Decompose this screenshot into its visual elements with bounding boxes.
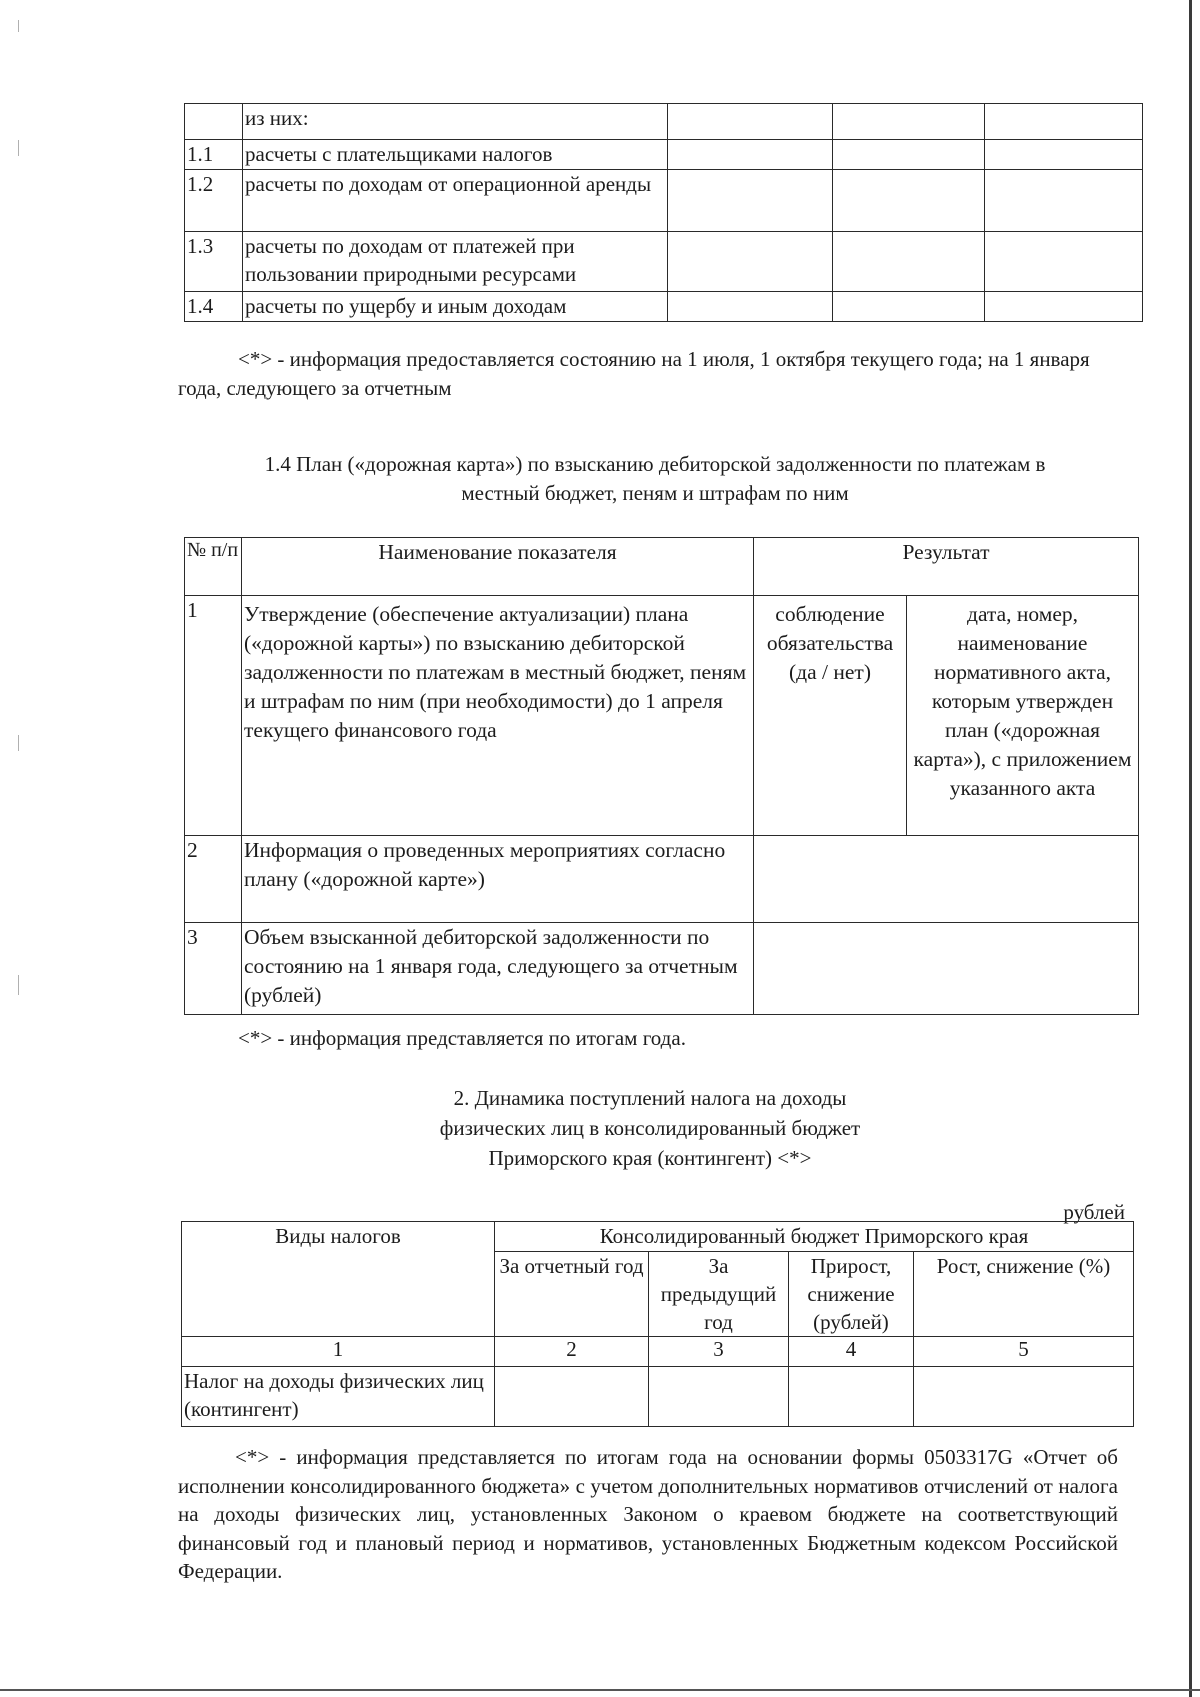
value-cell [985, 140, 1143, 170]
row-name: из них: [243, 104, 668, 140]
value-cell [985, 232, 1143, 292]
footnote-text: <*> - информация предоставляется состоянию на 1 июля, 1 октября текущего года; на 1 января года, следующего за отчетным [178, 347, 1090, 400]
income-tax-table [181, 1221, 1134, 1427]
header-growth-pct: Рост, снижение (%) [914, 1252, 1134, 1337]
footnote-text: <*> - информация представляется по итогам года на основании формы 0503317G «Отчет об исполнении консолидированного бюджета» с учетом дополнительных нормативов отчислений от налога на доходы физических лиц, установленных Законом о краевом бюджете на соответствующий финансовый год и плановый период и нормативов, установленных Бюджетным кодексом Российской Федерации. [178, 1445, 1118, 1583]
row-number: 1.2 [185, 170, 243, 232]
row-name: расчеты по доходам от платежей при пользовании природными ресурсами [243, 232, 668, 292]
table-row [185, 104, 1143, 140]
header-previous-year: За предыдущий год [649, 1252, 789, 1337]
value-cell [668, 140, 833, 170]
row-number: 1 [185, 596, 242, 836]
scan-artifact [18, 140, 19, 156]
row-name: расчеты по ущербу и иным доходам [243, 292, 668, 322]
scan-artifact [18, 735, 19, 751]
table-header-row [185, 538, 1139, 596]
result-compliance: соблюдение обязательства (да / нет) [754, 596, 907, 836]
value-cell [833, 232, 985, 292]
row-number: 2 [185, 836, 242, 923]
row-name: расчеты по доходам от операционной аренды [243, 170, 668, 232]
value-cell [668, 170, 833, 232]
header-growth-rub: Прирост, снижение (рублей) [789, 1252, 914, 1337]
table-header-row [182, 1222, 1134, 1252]
section-title-line: местный бюджет, пеням и штрафам по ним [461, 481, 849, 505]
value-cell [985, 104, 1143, 140]
row-number [185, 104, 243, 140]
value-cell [668, 104, 833, 140]
section-title-line: 2. Динамика поступлений налога на доходы [453, 1086, 847, 1110]
row-number: 1.3 [185, 232, 243, 292]
section-title-line: 1.4 План («дорожная карта») по взысканию дебиторской задолженности по платежам в [264, 452, 1046, 476]
row-name: Объем взысканной дебиторской задолженности по состоянию на 1 января года, следующего за отчетным (рублей) [242, 923, 754, 1015]
value-cell [833, 170, 985, 232]
table-row [185, 292, 1143, 322]
section-title-line: Приморского края (контингент) <*> [488, 1146, 812, 1170]
header-result: Результат [754, 538, 1139, 596]
header-number: № п/п [185, 538, 242, 596]
footnote-year-results [238, 1024, 1118, 1053]
result-cell [754, 836, 1139, 923]
row-name: Утверждение (обеспечение актуализации) плана («дорожной карты») по взысканию дебиторской задолженности по платежам в местный бюджет, пеням и штрафам по ним (при необходимости) до 1 апреля текущего финансового года [242, 596, 754, 836]
section-title-line: физических лиц в консолидированный бюджет [439, 1116, 861, 1140]
scan-bottom-edge [0, 1689, 1200, 1691]
table-row [185, 836, 1139, 923]
value-cell [668, 232, 833, 292]
column-number: 2 [495, 1337, 649, 1367]
row-name: расчеты с плательщиками налогов [243, 140, 668, 170]
value-cell [914, 1367, 1134, 1427]
row-number: 1.1 [185, 140, 243, 170]
roadmap-table [184, 537, 1139, 1015]
header-tax-types: Виды налогов [182, 1222, 495, 1337]
column-number: 1 [182, 1337, 495, 1367]
unit-text: рублей [1063, 1200, 1125, 1224]
value-cell [833, 104, 985, 140]
result-normative-act: дата, номер, наименование нормативного акта, которым утвержден план («дорожная карта»), с приложением указанного акта [907, 596, 1139, 836]
scan-page-edge [1189, 0, 1192, 1697]
row-number: 3 [185, 923, 242, 1015]
table-row [185, 170, 1143, 232]
table-row [185, 596, 1139, 836]
column-number: 3 [649, 1337, 789, 1367]
value-cell [668, 292, 833, 322]
scan-artifact [18, 20, 19, 32]
row-name: Налог на доходы физических лиц (контингент) [182, 1367, 495, 1427]
value-cell [985, 170, 1143, 232]
value-cell [789, 1367, 914, 1427]
value-cell [833, 292, 985, 322]
row-name: Информация о проведенных мероприятиях согласно плану («дорожной карте») [242, 836, 754, 923]
row-number: 1.4 [185, 292, 243, 322]
table-row [182, 1367, 1134, 1427]
value-cell [495, 1367, 649, 1427]
header-reporting-year: За отчетный год [495, 1252, 649, 1337]
footnote-text: <*> - информация представляется по итогам года. [238, 1026, 686, 1050]
column-number-row [182, 1337, 1134, 1367]
value-cell [833, 140, 985, 170]
table-row [185, 140, 1143, 170]
footnote-reporting-dates [178, 345, 1126, 403]
section-2-title [250, 1083, 1050, 1173]
header-consolidated-budget: Консолидированный бюджет Приморского края [495, 1222, 1134, 1252]
table-row [185, 232, 1143, 292]
section-1-4-title [180, 450, 1130, 508]
value-cell [649, 1367, 789, 1427]
receivables-breakdown-table [184, 103, 1143, 322]
column-number: 5 [914, 1337, 1134, 1367]
result-cell [754, 923, 1139, 1015]
footnote-form-0503317g [178, 1443, 1118, 1586]
table-row [185, 923, 1139, 1015]
scan-artifact [18, 975, 19, 995]
column-number: 4 [789, 1337, 914, 1367]
header-indicator-name: Наименование показателя [242, 538, 754, 596]
value-cell [985, 292, 1143, 322]
